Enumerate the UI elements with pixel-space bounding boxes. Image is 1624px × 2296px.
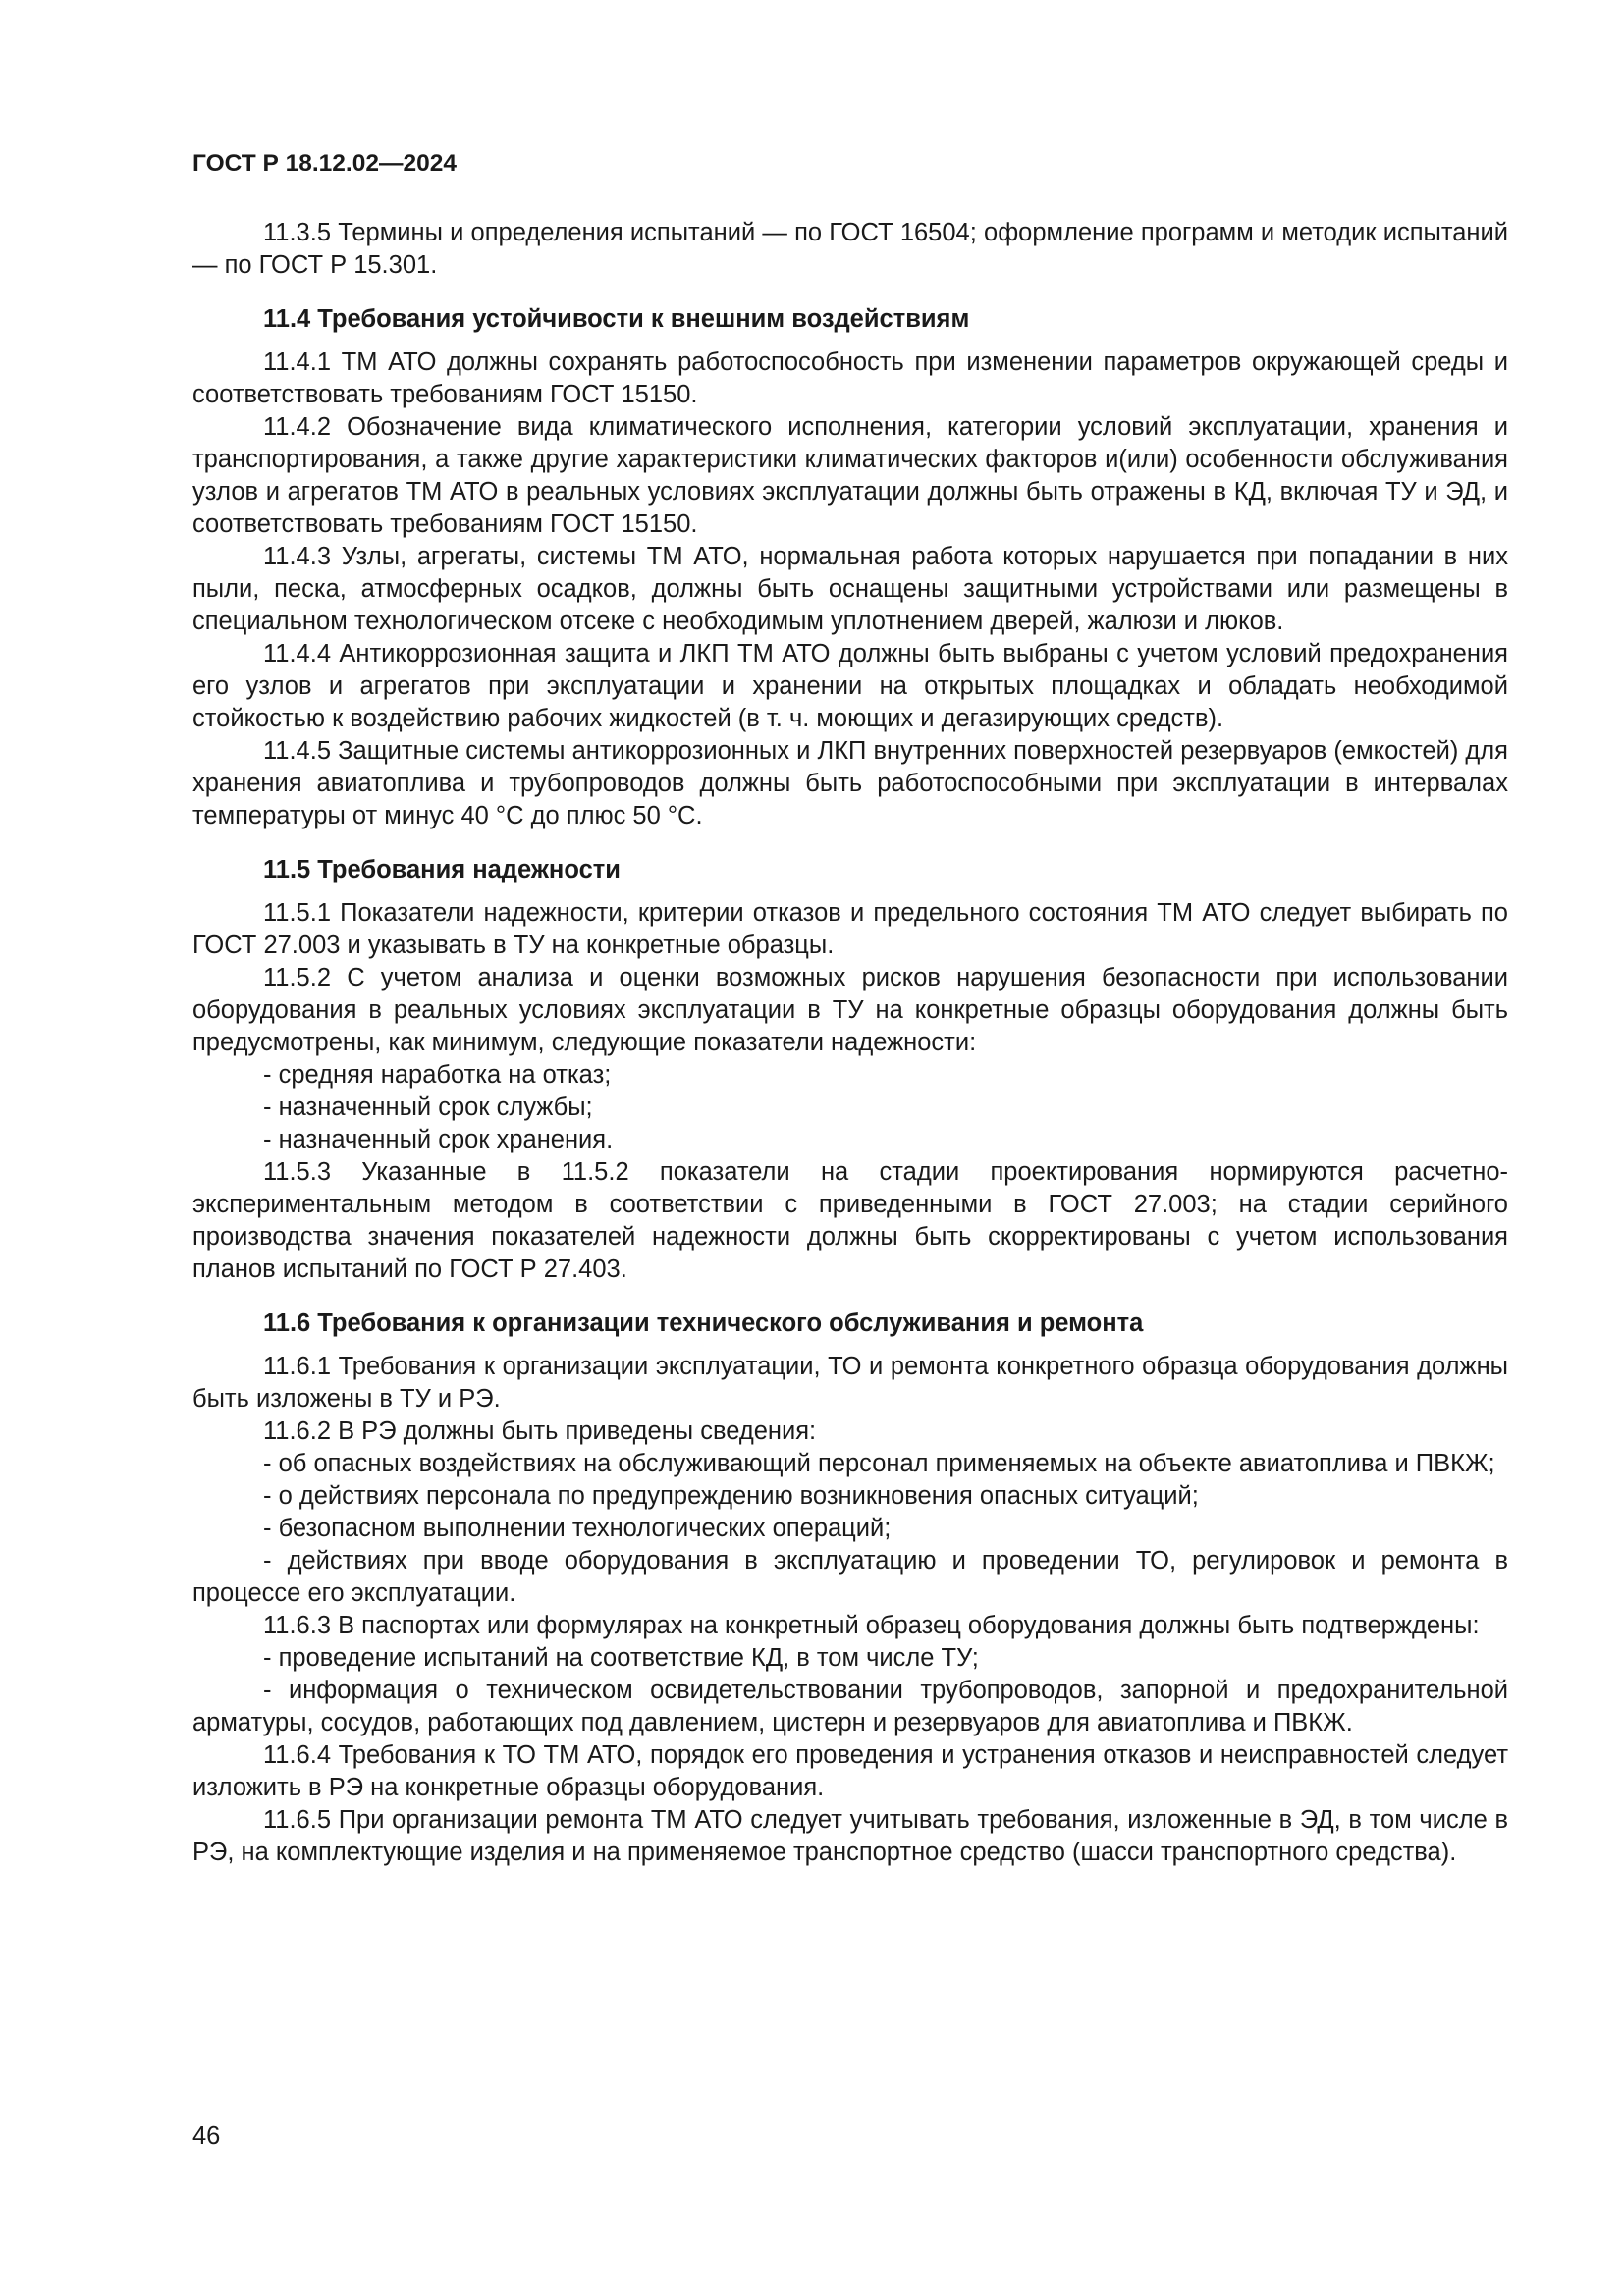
paragraph-11-6-1: 11.6.1 Требования к организации эксплуатации, ТО и ремонта конкретного образца оборудования должны быть изложены в ТУ и РЭ. [192, 1353, 1508, 1413]
list-item: - о действиях персонала по предупреждению возникновения опасных ситуаций; [263, 1482, 1199, 1510]
list-item: - назначенный срок службы; [263, 1094, 593, 1121]
paragraph-11-4-5: 11.4.5 Защитные системы антикоррозионных и ЛКП внутренних поверхностей резервуаров (емкостей) для хранения авиатоплива и трубопроводов должны быть работоспособными при эксплуатации в интервалах температуры от минус 40 °С до плюс 50 °С. [192, 737, 1508, 829]
paragraph-11-4-4: 11.4.4 Антикоррозионная защита и ЛКП ТМ АТО должны быть выбраны с учетом условий предохранения его узлов и агрегатов при эксплуатации и хранении на открытых площадках и обладать необходимой стойкостью к воздействию рабочих жидкостей (в т. ч. моющих и дегазирующих средств). [192, 640, 1508, 732]
page-number: 46 [192, 2122, 221, 2150]
list-item: - безопасном выполнении технологических операций; [263, 1515, 892, 1542]
list-item: - назначенный срок хранения. [263, 1126, 614, 1153]
paragraph-11-6-3: 11.6.3 В паспортах или формулярах на конкретный образец оборудования должны быть подтверждены: [263, 1612, 1480, 1639]
list-item: - действиях при вводе оборудования в эксплуатацию и проведении ТО, регулировок и ремонта в процессе его эксплуатации. [192, 1547, 1508, 1607]
paragraph-11-5-1: 11.5.1 Показатели надежности, критерии отказов и предельного состояния ТМ АТО следует выбирать по ГОСТ 27.003 и указывать в ТУ на конкретные образцы. [192, 899, 1508, 959]
paragraph-11-5-3: 11.5.3 Указанные в 11.5.2 показатели на стадии проектирования нормируются расчетно-экспериментальным методом в соответствии с приведенными в ГОСТ 27.003; на стадии серийного производства значения показателей надежности должны быть скорректированы с учетом использования планов испытаний по ГОСТ Р 27.403. [192, 1158, 1508, 1283]
paragraph-11-4-3: 11.4.3 Узлы, агрегаты, системы ТМ АТО, нормальная работа которых нарушается при попадании в них пыли, песка, атмосферных осадков, должны быть оснащены защитными устройствами или размещены в специальном технологическом отсеке с необходимым уплотнением дверей, жалюзи и люков. [192, 543, 1508, 635]
paragraph-11-6-5: 11.6.5 При организации ремонта ТМ АТО следует учитывать требования, изложенные в ЭД, в том числе в РЭ, на комплектующие изделия и на применяемое транспортное средство (шасси транспортного средства). [192, 1806, 1508, 1866]
section-heading-11-6: 11.6 Требования к организации технического обслуживания и ремонта [263, 1309, 1144, 1337]
paragraph-11-4-1: 11.4.1 ТМ АТО должны сохранять работоспособность при изменении параметров окружающей среды и соответствовать требованиям ГОСТ 15150. [192, 348, 1508, 408]
list-item: - проведение испытаний на соответствие КД, в том числе ТУ; [263, 1644, 979, 1672]
paragraph-11-4-2: 11.4.2 Обозначение вида климатического исполнения, категории условий эксплуатации, хранения и транспортирования, а также другие характеристики климатических факторов и(или) особенности обслуживания узлов и агрегатов ТМ АТО в реальных условиях эксплуатации должны быть отражены в КД, включая ТУ и ЭД, и соответствовать требованиям ГОСТ 15150. [192, 413, 1508, 538]
section-heading-11-4: 11.4 Требования устойчивости к внешним воздействиям [263, 305, 970, 333]
paragraph-11-6-4: 11.6.4 Требования к ТО ТМ АТО, порядок его проведения и устранения отказов и неисправностей следует изложить в РЭ на конкретные образцы оборудования. [192, 1741, 1508, 1801]
paragraph-11-6-2: 11.6.2 В РЭ должны быть приведены сведения: [263, 1417, 817, 1445]
section-heading-11-5: 11.5 Требования надежности [263, 856, 621, 883]
paragraph-11-5-2: 11.5.2 С учетом анализа и оценки возможных рисков нарушения безопасности при использовании оборудования в реальных условиях эксплуатации в ТУ на конкретные образцы оборудования должны быть предусмотрены, как минимум, следующие показатели надежности: [192, 964, 1508, 1056]
paragraph-11-3-5: 11.3.5 Термины и определения испытаний — по ГОСТ 16504; оформление программ и методик испытаний — по ГОСТ Р 15.301. [192, 219, 1508, 279]
document-page [192, 147, 1508, 1869]
list-item: - об опасных воздействиях на обслуживающий персонал применяемых на объекте авиатоплива и ПВКЖ; [263, 1450, 1495, 1477]
list-item: - средняя наработка на отказ; [263, 1061, 612, 1089]
document-header: ГОСТ Р 18.12.02—2024 [192, 150, 457, 177]
list-item: - информация о техническом освидетельствовании трубопроводов, запорной и предохранительной арматуры, сосудов, работающих под давлением, цистерн и резервуаров для авиатоплива и ПВКЖ. [192, 1677, 1508, 1736]
